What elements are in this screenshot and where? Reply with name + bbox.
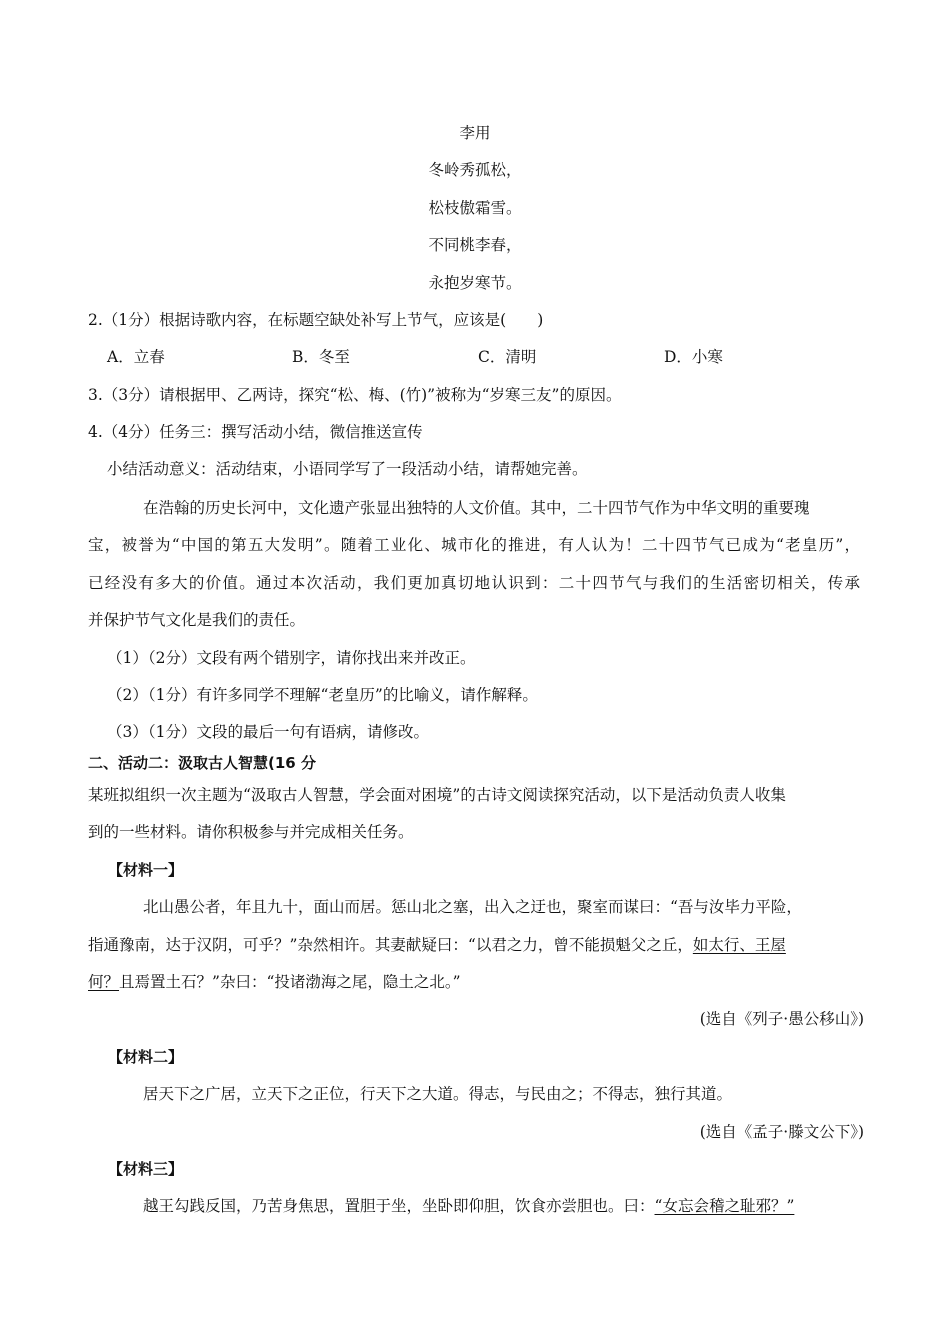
- material-3-underlined-quote: “女忘会稽之耻邪？”: [654, 1197, 795, 1215]
- question-2-option-d: D．小寒: [664, 348, 723, 366]
- material-1-underlined-phrase-start: 如太行、王屋: [692, 936, 786, 954]
- material-3-label: 【材料三】: [108, 1160, 184, 1178]
- material-2-text: 居天下之广居，立天下之正位，行天下之大道。得志，与民由之；不得志，独行其道。: [143, 1085, 733, 1103]
- material-2-label: 【材料二】: [108, 1048, 184, 1066]
- passage-line-3: 已经没有多大的价值。通过本次活动，我们更加真切地认识到：二十四节气与我们的生活密切相关，传承: [88, 574, 860, 592]
- question-2-option-a: A．立春: [107, 348, 165, 366]
- material-1-line-3: [88, 971, 461, 993]
- material-1-line-3-text: 且焉置土石？”杂曰：“投诸渤海之尾，隐土之北。”: [119, 973, 461, 991]
- passage-line-4: 并保护节气文化是我们的责任。: [88, 611, 306, 629]
- question-4-intro: 小结活动意义：活动结束，小语同学写了一段活动小结，请帮她完善。: [107, 460, 588, 478]
- material-1-line-2-text: 指通豫南，达于汉阴，可乎？”杂然相许。其妻献疑曰：“以君之力，曾不能损魁父之丘，: [88, 936, 693, 954]
- question-4-sub-3: （3）（1分）文段的最后一句有语病，请修改。: [107, 723, 429, 741]
- section-2-intro-line-1: 某班拟组织一次主题为“汲取古人智慧，学会面对困境”的古诗文阅读探究活动，以下是活动负责人收集: [88, 786, 786, 804]
- material-1-line-1: 北山愚公者，年且九十，面山而居。惩山北之塞，出入之迂也，聚室而谋曰：“吾与汝毕力平险，: [143, 898, 802, 916]
- poem-author: 李用: [459, 124, 491, 142]
- section-2-heading: 二、活动二：汲取古人智慧(16 分: [88, 754, 316, 772]
- passage-line-2: 宝，被誉为“中国的第五大发明”。随着工业化、城市化的推进，有人认为！二十四节气已成为“老皇历”，: [88, 536, 860, 554]
- poem-line-3: 不同桃李春，: [428, 236, 522, 254]
- question-2-option-b: B．冬至: [292, 348, 350, 366]
- question-4-stem: 4.（4分）任务三：撰写活动小结，微信推送宣传: [88, 423, 423, 441]
- poem-line-1: 冬岭秀孤松，: [428, 161, 522, 179]
- material-1-line-2: [88, 934, 786, 956]
- question-4-sub-2: （2）（1分）有许多同学不理解“老皇历”的比喻义，请作解释。: [107, 686, 538, 704]
- question-2-stem: 2.（1分）根据诗歌内容，在标题空缺处补写上节气，应该是( ): [88, 311, 544, 329]
- material-3-text-plain: 越王勾践反国，乃苦身焦思，置胆于坐，坐卧即仰胆，饮食亦尝胆也。曰：: [143, 1197, 655, 1215]
- section-2-intro-line-2: 到的一些材料。请你积极参与并完成相关任务。: [88, 823, 414, 841]
- material-1-underlined-phrase-end: 何？: [88, 973, 120, 991]
- poem-line-4: 永抱岁寒节。: [428, 274, 522, 292]
- material-1-source: (选自《列子·愚公移山》): [699, 1010, 864, 1028]
- question-4-sub-1: （1）（2分）文段有两个错别字，请你找出来并改正。: [107, 649, 476, 667]
- question-3-stem: 3.（3分）请根据甲、乙两诗，探究“松、梅、(竹)”被称为“岁寒三友”的原因。: [88, 386, 622, 404]
- material-2-source: (选自《孟子·滕文公下》): [699, 1123, 864, 1141]
- material-3-text: [143, 1195, 794, 1217]
- question-2-option-c: C．清明: [478, 348, 537, 366]
- passage-line-1: 在浩翰的历史长河中，文化遗产张显出独特的人文价值。其中，二十四节气作为中华文明的重要瑰: [143, 499, 810, 517]
- material-1-label: 【材料一】: [108, 861, 184, 879]
- poem-line-2: 松枝傲霜雪。: [428, 199, 522, 217]
